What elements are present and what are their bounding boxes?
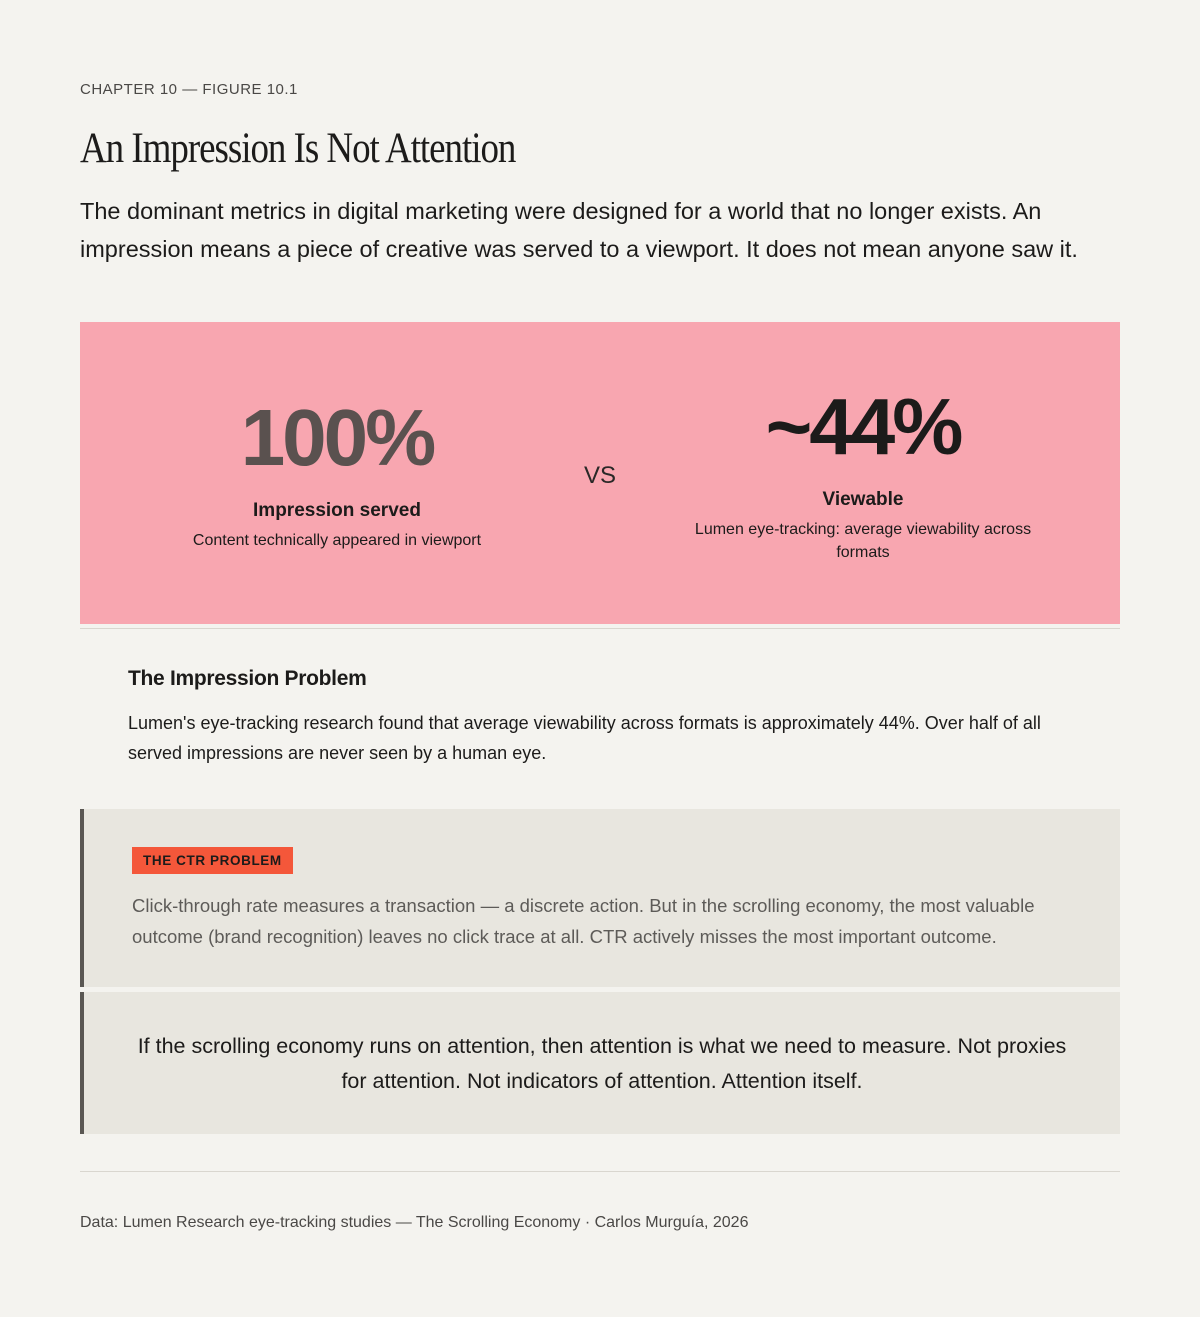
chapter-kicker: CHAPTER 10 — FIGURE 10.1: [80, 81, 298, 98]
impression-label: Impression served: [253, 500, 421, 521]
divider: [80, 628, 1120, 629]
viewable-label: Viewable: [822, 489, 904, 510]
lede-paragraph: The dominant metrics in digital marketing were designed for a world that no longer exists. An impression means a piece of creative was served to a viewport. It does not mean anyone saw it.: [80, 198, 1078, 262]
impression-description: Content technically appeared in viewport: [192, 532, 482, 549]
viewable-stat: [663, 381, 1063, 564]
ctr-badge: THE CTR PROBLEM: [132, 847, 293, 874]
comparison-panel: [80, 322, 1120, 624]
impression-value: 100%: [240, 393, 434, 482]
vs-separator: VS: [583, 462, 616, 489]
impression-problem-heading: The Impression Problem: [128, 667, 367, 690]
figure-title: An Impression Is Not Attention: [80, 125, 516, 172]
footer-divider: [80, 1171, 1120, 1172]
viewable-value: ~44%: [765, 382, 961, 471]
source-footer: Data: Lumen Research eye-tracking studies — The Scrolling Economy · Carlos Murguía, 2026: [80, 1214, 749, 1231]
ctr-body: Click-through rate measures a transaction — a discrete action. But in the scrolling economy, the most valuable outcome (brand recognition) leaves no click trace at all. CTR actively misses the most important outcome.: [132, 895, 1035, 947]
impression-problem-body: Lumen's eye-tracking research found that average viewability across formats is approximately 44%. Over half of all served impressions are never seen by a human eye.: [128, 713, 1041, 763]
pull-quote: [80, 992, 1120, 1134]
ctr-callout: [80, 809, 1120, 987]
viewable-description: Lumen eye-tracking: average viewability across formats: [694, 521, 1032, 561]
pull-quote-text: If the scrolling economy runs on attention, then attention is what we need to measure. Not proxies for attention. Not indicators of attention. Attention itself.: [137, 1034, 1067, 1093]
impression-stat: [137, 392, 537, 552]
